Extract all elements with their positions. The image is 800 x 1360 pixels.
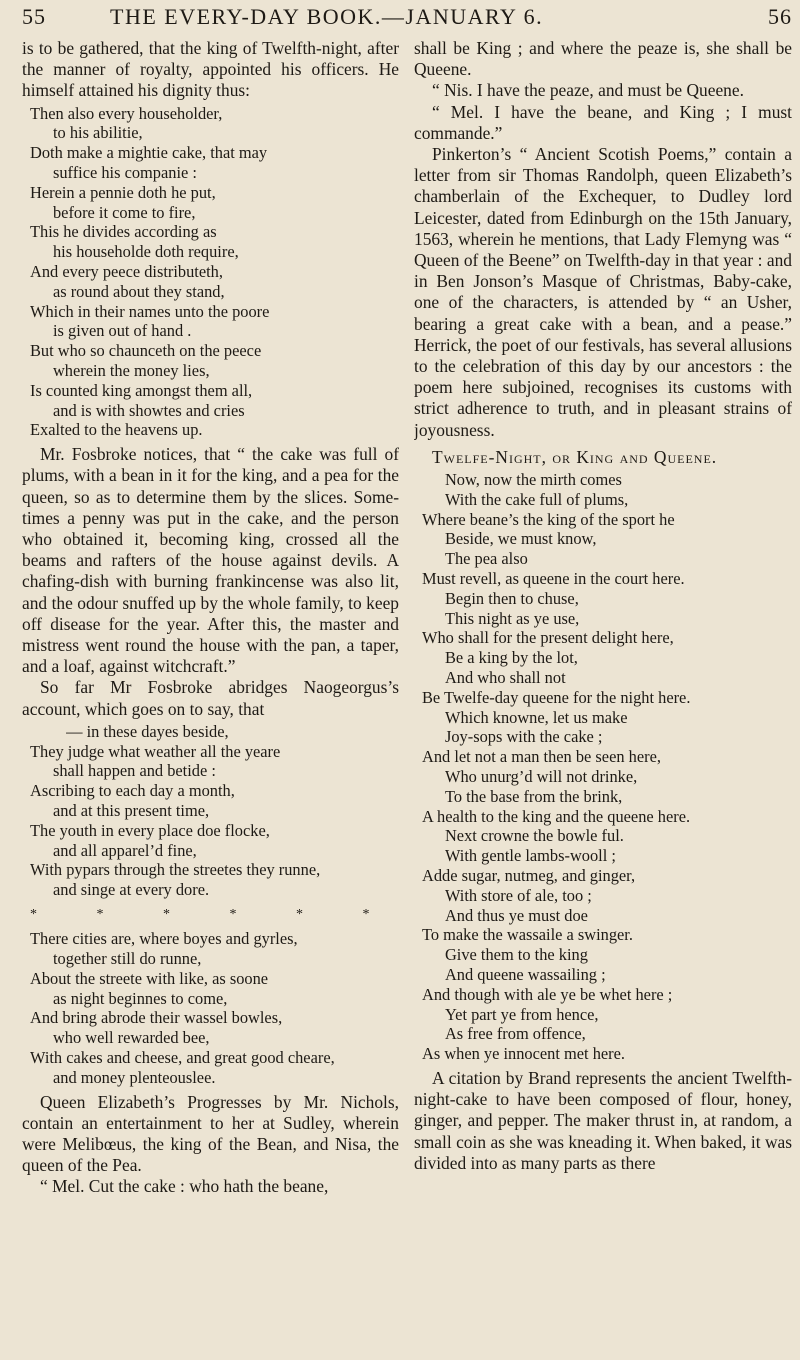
- verse-line: About the streete with like, as soone: [30, 968, 269, 988]
- verse-line: as night beginnes to come,: [52, 988, 228, 1008]
- verse-line: To the base from the brink,: [444, 786, 623, 806]
- verse-line: and is with showtes and cries: [52, 400, 245, 420]
- verse-line: Which knowne, let us make: [444, 707, 628, 727]
- verse-line: is given out of hand .: [52, 321, 192, 341]
- verse-line: There cities are, where boyes and gyrles,: [30, 929, 298, 949]
- verse-line: Ascribing to each day a month,: [30, 781, 235, 801]
- paragraph: Mr. Fosbroke notices, that “ the cake was full of plums, with a bean in it for the king, and a pea for the queen, so as to determine them by the slices. Some-times a penny was put in the cake, and the person who obtained it, becoming king, crossed all the beams and rafters of the house against devils. A chafing-dish with burning frankincense was also lit, and the odour snuffed up by the whole family, to keep off disease for the year. After this, the master and mistress went round the house with the pan, a taper, and a loaf, against witchcraft.”: [22, 444, 399, 677]
- verse-line: Yet part ye from hence,: [444, 1004, 599, 1024]
- verse-line: And every peece distributeth,: [30, 261, 223, 281]
- left-page-number: 55: [22, 4, 46, 29]
- verse-line: Herein a pennie doth he put,: [30, 182, 216, 202]
- intro-paragraph: is to be gathered, that the king of Twelfth-night, after the manner of royalty, appointed his officers. He himself attained his dignity thus:: [22, 38, 399, 101]
- verse-line: his householde doth require,: [52, 242, 239, 262]
- paragraph: Pinkerton’s “ Ancient Scotish Poems,” contain a letter from sir Thomas Randolph, queen Elizabeth’s chamberlain of the Exchequer, to Dudley lord Leicester, dated from Edinburgh on the 15th January, 1563, wherein he mentions, that Lady Flemyng was “ Queen of the Beene” on Twelfth-day in that year : and in Ben Jonson’s Masque of Christmas, Baby-cake, one of the characters, is attended by “ an Usher, bearing a great cake with a bean, and a pease.” Herrick, the poet of our festivals, has several allusions to the celebration of this day by our ancestors : the poem here subjoined, recognises its customs with strict adherence to truth, and in pleasant strains of joyousness.: [414, 144, 792, 440]
- paragraph: Queen Elizabeth’s Progresses by Mr. Nichols, contain an entertainment to her at Sudley, wherein were Melibœus, the king of the Bean, and Nisa, the queen of the Pea.: [22, 1091, 399, 1176]
- verse-line: wherein the money lies,: [52, 360, 210, 380]
- verse-line: Be a king by the lot,: [444, 648, 578, 668]
- verse-block: [422, 470, 792, 1064]
- verse-line: Now, now the mirth comes: [444, 470, 622, 490]
- verse-line: The youth in every place doe flocke,: [30, 820, 270, 840]
- verse-line: Exalted to the heavens up.: [30, 420, 203, 440]
- verse-line: Which in their names unto the poore: [30, 301, 270, 321]
- verse-line: And thus ye must doe: [444, 905, 588, 925]
- verse-line: And who shall not: [444, 668, 566, 688]
- verse-line: With gentle lambs-wooll ;: [444, 846, 616, 866]
- verse-line: Who shall for the present delight here,: [422, 628, 674, 648]
- verse-line: But who so chaunceth on the peece: [30, 341, 262, 361]
- verse-block: [30, 104, 399, 441]
- verse-line: together still do runne,: [52, 948, 202, 968]
- right-page-number: 56: [768, 4, 792, 29]
- verse-line: to his abilitie,: [52, 123, 143, 143]
- verse-line: They judge what weather all the yeare: [30, 741, 281, 761]
- paragraph: “ Nis. I have the peaze, and must be Queene.: [432, 80, 744, 101]
- verse-block: [30, 929, 399, 1087]
- verse-line: A health to the king and the queene here.: [422, 806, 691, 826]
- verse-line: This he divides according as: [30, 222, 217, 242]
- verse-line: Give them to the king: [444, 945, 588, 965]
- verse-line: and at this present time,: [52, 800, 210, 820]
- verse-line: Joy-sops with the cake ;: [444, 727, 603, 747]
- verse-line: As when ye innocent met here.: [422, 1044, 625, 1064]
- verse-line: With cakes and cheese, and great good cheare,: [30, 1047, 335, 1067]
- paragraph: “ Mel. I have the beane, and King ; I must commande.”: [414, 101, 792, 143]
- verse-line: Doth make a mightie cake, that may: [30, 143, 268, 163]
- verse-line: Must revell, as queene in the court here.: [422, 569, 685, 589]
- verse-line: Then also every householder,: [30, 103, 223, 123]
- paragraph: So far Mr Fosbroke abridges Naogeorgus’s account, which goes on to say, that: [22, 677, 399, 719]
- verse-line: shall happen and betide :: [52, 761, 216, 781]
- page-header: [22, 4, 792, 34]
- verse-line: To make the wassaile a swinger.: [422, 925, 633, 945]
- verse-line: Who unurg’d will not drinke,: [444, 767, 638, 787]
- verse-line: Where beane’s the king of the sport he: [422, 509, 675, 529]
- verse-line: As free from offence,: [444, 1024, 586, 1044]
- verse-line: And though with ale ye be whet here ;: [422, 984, 673, 1004]
- verse-line: And queene wassailing ;: [444, 964, 606, 984]
- paragraph: A citation by Brand represents the ancient Twelfth-night-cake to have been composed of flour, honey, ginger, and pepper. The maker thrust in, at random, a small coin as she was kneading it. When baked, it was divided into as many parts as there: [414, 1067, 792, 1173]
- verse-line: The pea also: [444, 549, 528, 569]
- verse-line: suffice his companie :: [52, 163, 197, 182]
- left-column: [22, 38, 399, 1348]
- verse-line: And let not a man then be seen here,: [422, 747, 661, 767]
- verse-line: Adde sugar, nutmeg, and ginger,: [422, 866, 636, 885]
- verse-line: Beside, we must know,: [444, 529, 597, 549]
- verse-line: Is counted king amongst them all,: [30, 380, 253, 400]
- verse-block: [30, 722, 399, 900]
- asterism: * * * * * *: [30, 906, 398, 922]
- verse-line: And bring abrode their wassel bowles,: [30, 1008, 283, 1028]
- paragraph: shall be King ; and where the peaze is, she shall be Queene.: [414, 38, 792, 80]
- verse-line: as round about they stand,: [52, 281, 225, 301]
- verse-line: and singe at every dore.: [52, 880, 210, 900]
- verse-line: Be Twelfe-day queene for the night here.: [422, 687, 691, 707]
- verse-line: With pypars through the streetes they runne,: [30, 860, 321, 880]
- verse-line: With the cake full of plums,: [444, 489, 629, 509]
- verse-line: — in these dayes beside,: [66, 721, 229, 741]
- running-title: THE EVERY-DAY BOOK.—JANUARY 6.: [110, 4, 544, 29]
- right-column: [414, 38, 792, 1348]
- verse-line: and all apparel’d fine,: [52, 840, 197, 860]
- verse-line: before it come to fire,: [52, 202, 196, 222]
- verse-line: who well rewarded bee,: [52, 1028, 210, 1048]
- verse-line: Begin then to chuse,: [444, 588, 579, 608]
- poem-title: Twelfe-Night, or King and Queene.: [432, 446, 718, 467]
- verse-line: Next crowne the bowle ful.: [444, 826, 624, 846]
- verse-line: With store of ale, too ;: [444, 885, 592, 905]
- verse-line: and money plenteouslee.: [52, 1067, 216, 1087]
- verse-line: This night as ye use,: [444, 608, 580, 628]
- paragraph: “ Mel. Cut the cake : who hath the beane,: [40, 1176, 329, 1197]
